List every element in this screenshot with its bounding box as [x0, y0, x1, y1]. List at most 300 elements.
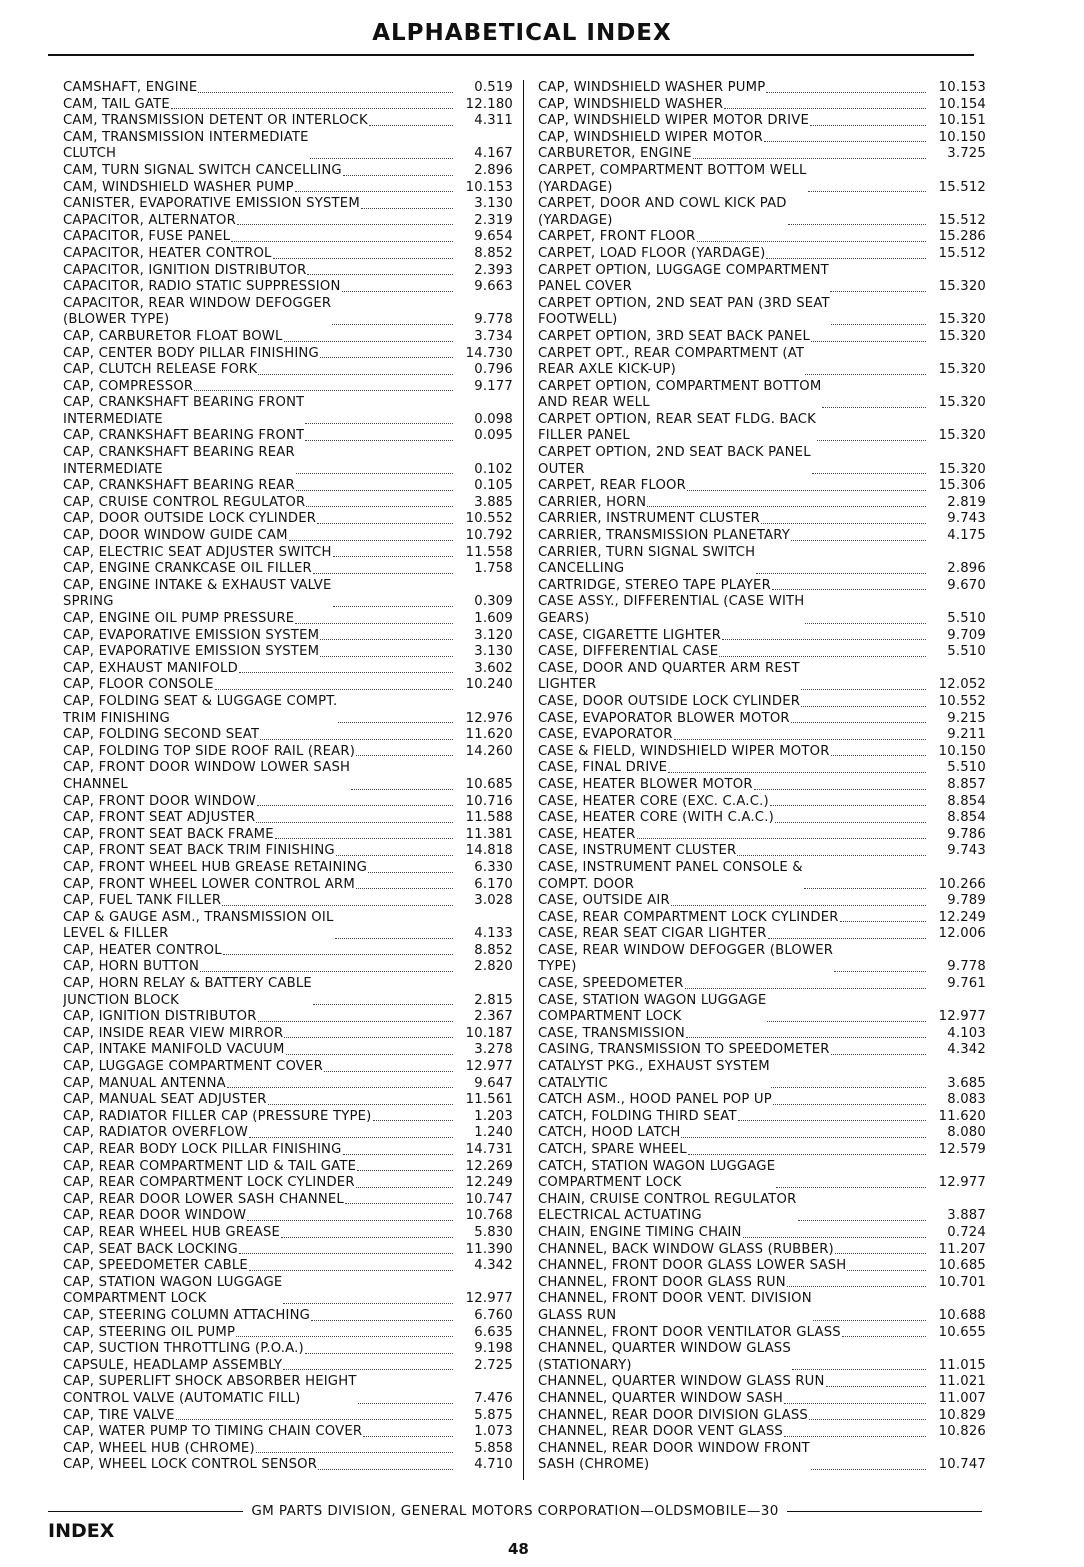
index-entry [63, 346, 513, 363]
index-entry [63, 910, 513, 943]
entry-reference-number: 15.306 [938, 478, 986, 494]
dot-leader [336, 855, 453, 856]
index-entry [63, 1009, 513, 1026]
index-entry [63, 80, 513, 97]
index-entry [538, 1159, 986, 1192]
column-divider [523, 80, 524, 1480]
entry-reference-number: 3.734 [474, 328, 513, 344]
index-entry [63, 1026, 513, 1043]
dot-leader [754, 789, 926, 790]
entry-reference-number: 11.620 [938, 1108, 986, 1124]
entry-reference-number: 11.015 [938, 1357, 986, 1373]
entry-reference-number: 3.120 [474, 627, 513, 643]
entry-text: CARPET, REAR FLOOR [538, 478, 686, 494]
dot-leader [788, 224, 926, 225]
dot-leader [227, 1087, 453, 1088]
dot-leader [830, 291, 926, 292]
entry-text: CAP, RADIATOR FILLER CAP (PRESSURE TYPE) [63, 1108, 372, 1124]
footer-publisher: GM PARTS DIVISION, GENERAL MOTORS CORPORATION—OLDSMOBILE—30 [251, 1503, 779, 1519]
index-entry [538, 379, 986, 412]
entry-text: CAP, EVAPORATIVE EMISSION SYSTEM [63, 627, 320, 643]
entry-text: CHANNEL, QUARTER WINDOW GLASS RUN [538, 1374, 825, 1390]
entry-text: CASE, REAR COMPARTMENT LOCK CYLINDER [538, 909, 839, 925]
index-entry [63, 196, 513, 213]
entry-text: CASE, FINAL DRIVE [538, 760, 668, 776]
index-entry [538, 910, 986, 927]
entry-reference-number: 10.266 [938, 876, 986, 892]
entry-reference-number: 15.320 [938, 279, 986, 295]
entry-reference-number: 4.133 [474, 926, 513, 942]
entry-text: CAP, REAR DOOR WINDOW [63, 1208, 247, 1224]
entry-reference-number: 3.130 [474, 644, 513, 660]
entry-text: CASE, HEATER [538, 826, 636, 842]
entry-text: CAP, WATER PUMP TO TIMING CHAIN COVER [63, 1424, 363, 1440]
entry-text: CARPET OPTION, 3RD SEAT BACK PANEL [538, 328, 811, 344]
entry-text: CAP, ENGINE CRANKCASE OIL FILLER [63, 561, 312, 577]
entry-reference-number: 3.130 [474, 196, 513, 212]
dot-leader [804, 888, 926, 889]
dot-leader [671, 905, 926, 906]
index-entry [538, 843, 986, 860]
entry-reference-number: 4.342 [474, 1258, 513, 1274]
dot-leader [722, 639, 926, 640]
entry-text: CAP, STEERING COLUMN ATTACHING [63, 1307, 311, 1323]
dot-leader [368, 872, 453, 873]
entry-reference-number: 8.852 [474, 942, 513, 958]
entry-text: CAP, RADIATOR OVERFLOW [63, 1125, 248, 1141]
entry-text: CHANNEL, QUARTER WINDOW GLASS (STATIONARY) [538, 1341, 791, 1373]
dot-leader [342, 291, 453, 292]
dot-leader [284, 1037, 453, 1038]
dot-leader [273, 258, 453, 259]
dot-leader [305, 1353, 453, 1354]
index-entry [63, 213, 513, 230]
index-entry [538, 296, 986, 329]
entry-text: CARBURETOR, ENGINE [538, 146, 692, 162]
entry-reference-number: 0.105 [474, 478, 513, 494]
dot-leader [306, 506, 453, 507]
entry-text: CAP, WINDSHIELD WIPER MOTOR [538, 129, 764, 145]
index-entry [538, 1225, 986, 1242]
dot-leader [176, 1419, 453, 1420]
entry-text: CAP, COMPRESSOR [63, 378, 194, 394]
entry-text: CAP, CRANKSHAFT BEARING REAR INTERMEDIATE [63, 445, 295, 477]
entry-text: CHANNEL, FRONT DOOR VENT. DIVISION GLASS RUN [538, 1291, 812, 1323]
entry-text: CARTRIDGE, STEREO TAPE PLAYER [538, 577, 771, 593]
index-entry [538, 1142, 986, 1159]
dot-leader [363, 1436, 453, 1437]
entry-text: CAP, REAR COMPARTMENT LID & TAIL GATE [63, 1158, 357, 1174]
entry-text: CASE, EVAPORATOR BLOWER MOTOR [538, 710, 790, 726]
entry-text: CAP, STATION WAGON LUGGAGE COMPARTMENT LOCK [63, 1274, 283, 1307]
entry-text: CAPSULE, HEADLAMP ASSEMBLY [63, 1357, 283, 1373]
entry-text: CATCH ASM., HOOD PANEL POP UP [538, 1092, 772, 1108]
dot-leader [356, 1187, 453, 1188]
entry-text: CASE, DIFFERENTIAL CASE [538, 644, 719, 660]
dot-leader [320, 639, 453, 640]
entry-reference-number: 0.095 [474, 428, 513, 444]
entry-reference-number: 15.512 [938, 179, 986, 195]
dot-leader [283, 1303, 453, 1304]
index-entry [538, 1059, 986, 1092]
entry-text: CASE, DOOR AND QUARTER ARM REST LIGHTER [538, 660, 800, 693]
index-entry [63, 1308, 513, 1325]
entry-text: CAP, WHEEL LOCK CONTROL SENSOR [63, 1457, 318, 1473]
entry-text: CHANNEL, FRONT DOOR GLASS LOWER SASH [538, 1258, 847, 1274]
entry-reference-number: 0.724 [947, 1224, 986, 1240]
entry-text: CAM, TURN SIGNAL SWITCH CANCELLING [63, 162, 342, 178]
entry-reference-number: 9.670 [947, 577, 986, 593]
dot-leader [260, 739, 453, 740]
index-entry [63, 661, 513, 678]
dot-leader [674, 739, 926, 740]
entry-reference-number: 9.778 [947, 959, 986, 975]
entry-reference-number: 11.390 [465, 1241, 513, 1257]
index-entry [63, 843, 513, 860]
index-entry [538, 694, 986, 711]
index-entry [538, 1042, 986, 1059]
index-entry [63, 428, 513, 445]
index-entry [63, 1242, 513, 1259]
entry-text: CASING, TRANSMISSION TO SPEEDOMETER [538, 1042, 830, 1058]
entry-text: CAP, SUPERLIFT SHOCK ABSORBER HEIGHT CONTROL VALVE (AUTOMATIC FILL) [63, 1374, 357, 1406]
index-entry [538, 711, 986, 728]
dot-leader [831, 755, 926, 756]
dot-leader [801, 706, 926, 707]
entry-reference-number: 9.786 [947, 826, 986, 842]
index-entry [63, 1175, 513, 1192]
index-entry [63, 130, 513, 163]
dot-leader [320, 656, 453, 657]
entry-reference-number: 9.778 [474, 312, 513, 328]
entry-reference-number: 9.177 [474, 378, 513, 394]
index-entry [538, 511, 986, 528]
dot-leader [738, 1120, 926, 1121]
dot-leader [256, 1452, 453, 1453]
dot-leader [194, 390, 453, 391]
dot-leader [761, 523, 926, 524]
entry-reference-number: 8.852 [474, 245, 513, 261]
entry-reference-number: 12.977 [938, 1175, 986, 1191]
index-entry [63, 976, 513, 1009]
entry-text: CAP, HORN BUTTON [63, 959, 200, 975]
entry-reference-number: 12.977 [465, 1291, 513, 1307]
entry-reference-number: 8.854 [947, 810, 986, 826]
index-entry [63, 1325, 513, 1342]
dot-leader [237, 224, 453, 225]
index-entry [63, 827, 513, 844]
dot-leader [766, 92, 926, 93]
index-entry [63, 229, 513, 246]
index-entry [538, 1109, 986, 1126]
dot-leader [775, 822, 926, 823]
index-entry [538, 329, 986, 346]
entry-text: CARPET OPT., REAR COMPARTMENT (AT REAR AXLE KICK-UP) [538, 345, 805, 378]
entry-reference-number: 9.663 [474, 279, 513, 295]
dot-leader [296, 473, 453, 474]
entry-reference-number: 5.510 [947, 760, 986, 776]
index-entry [63, 943, 513, 960]
entry-text: CAP, CRUISE CONTROL REGULATOR [63, 494, 306, 510]
entry-text: CHANNEL, FRONT DOOR GLASS RUN [538, 1274, 786, 1290]
index-entry [538, 1325, 986, 1342]
entry-reference-number: 3.602 [474, 660, 513, 676]
entry-text: CASE & FIELD, WINDSHIELD WIPER MOTOR [538, 743, 830, 759]
dot-leader [787, 1286, 926, 1287]
index-entry [63, 611, 513, 628]
entry-reference-number: 4.342 [947, 1042, 986, 1058]
dot-leader [784, 1403, 926, 1404]
index-entry [538, 263, 986, 296]
entry-text: CAP, DOOR OUTSIDE LOCK CYLINDER [63, 511, 317, 527]
entry-reference-number: 3.885 [474, 494, 513, 510]
index-entry [538, 229, 986, 246]
index-entry [538, 827, 986, 844]
dot-leader [268, 1104, 453, 1105]
entry-reference-number: 2.896 [947, 561, 986, 577]
entry-reference-number: 10.768 [465, 1208, 513, 1224]
entry-reference-number: 10.792 [465, 528, 513, 544]
index-entry [63, 1208, 513, 1225]
entry-reference-number: 10.187 [465, 1025, 513, 1041]
index-entry [63, 545, 513, 562]
dot-leader [719, 656, 926, 657]
entry-text: CHAIN, ENGINE TIMING CHAIN [538, 1224, 742, 1240]
index-entry [538, 1275, 986, 1292]
entry-reference-number: 0.309 [474, 594, 513, 610]
entry-text: CAP, REAR WHEEL HUB GREASE [63, 1224, 281, 1240]
index-entry [63, 1341, 513, 1358]
dot-leader [831, 1054, 926, 1055]
entry-reference-number: 4.167 [474, 146, 513, 162]
entry-text: CAP, CRANKSHAFT BEARING FRONT [63, 428, 305, 444]
dot-leader [687, 490, 926, 491]
dot-leader [773, 1104, 926, 1105]
entry-reference-number: 12.579 [938, 1142, 986, 1157]
dot-leader [313, 573, 453, 574]
index-entry [63, 794, 513, 811]
entry-text: CAP, CRANKSHAFT BEARING REAR [63, 478, 295, 494]
index-entry [538, 943, 986, 976]
entry-text: CAP, EVAPORATIVE EMISSION SYSTEM [63, 644, 320, 660]
dot-leader [256, 822, 453, 823]
entry-text: CAP, INTAKE MANIFOLD VACUUM [63, 1042, 285, 1058]
index-entry [538, 926, 986, 943]
dot-leader [236, 1336, 453, 1337]
index-entry [63, 1441, 513, 1458]
entry-reference-number: 3.685 [947, 1075, 986, 1091]
entry-text: CAP, FRONT SEAT BACK TRIM FINISHING [63, 843, 335, 859]
index-entry [63, 296, 513, 329]
dot-leader [283, 1369, 453, 1370]
dot-leader [343, 1154, 453, 1155]
index-entry [63, 959, 513, 976]
index-entry [538, 1192, 986, 1225]
entry-reference-number: 11.620 [465, 727, 513, 743]
index-entry [538, 810, 986, 827]
entry-reference-number: 10.685 [938, 1258, 986, 1274]
index-entry [63, 1358, 513, 1375]
dot-leader [743, 1237, 926, 1238]
header-rule [48, 54, 974, 56]
entry-text: CASE, CIGARETTE LIGHTER [538, 627, 722, 643]
entry-reference-number: 2.393 [474, 262, 513, 278]
entry-reference-number: 1.073 [474, 1424, 513, 1440]
index-entry [538, 976, 986, 993]
entry-text: CAP, ELECTRIC SEAT ADJUSTER SWITCH [63, 544, 332, 560]
entry-text: CASE, HEATER CORE (WITH C.A.C.) [538, 810, 774, 826]
index-column-left [63, 80, 513, 1474]
index-entry [538, 893, 986, 910]
entry-reference-number: 14.731 [465, 1142, 513, 1157]
entry-text: CHANNEL, BACK WINDOW GLASS (RUBBER) [538, 1241, 834, 1257]
entry-text: CASE, INSTRUMENT PANEL CONSOLE & COMPT. DOOR [538, 859, 803, 892]
index-entry [63, 478, 513, 495]
entry-reference-number: 2.367 [474, 1009, 513, 1025]
entry-text: CAP, CENTER BODY PILLAR FINISHING [63, 345, 319, 361]
entry-text: CAP, DOOR WINDOW GUIDE CAM [63, 528, 288, 544]
entry-reference-number: 0.796 [474, 362, 513, 378]
footer-rule-right [787, 1511, 982, 1512]
index-entry [538, 196, 986, 229]
entry-reference-number: 8.083 [947, 1092, 986, 1108]
dot-leader [333, 606, 453, 607]
entry-text: CAP, TIRE VALVE [63, 1407, 175, 1423]
entry-reference-number: 0.098 [474, 411, 513, 427]
entry-text: CAPACITOR, ALTERNATOR [63, 212, 236, 228]
index-entry [538, 1441, 986, 1474]
entry-reference-number: 11.588 [465, 810, 513, 826]
entry-text: CAMSHAFT, ENGINE [63, 80, 198, 95]
entry-text: CAP, REAR DOOR LOWER SASH CHANNEL [63, 1191, 344, 1207]
dot-leader [295, 623, 453, 624]
index-entry [63, 113, 513, 130]
dot-leader [200, 971, 453, 972]
entry-text: CARPET, COMPARTMENT BOTTOM WELL (YARDAGE) [538, 162, 807, 195]
entry-text: CASE, HEATER BLOWER MOTOR [538, 776, 753, 792]
entry-reference-number: 10.701 [938, 1274, 986, 1290]
index-entry [538, 545, 986, 578]
dot-leader [772, 589, 926, 590]
entry-text: CAP, HORN RELAY & BATTERY CABLE JUNCTION BLOCK [63, 976, 312, 1008]
entry-text: CAPACITOR, RADIO STATIC SUPPRESSION [63, 279, 341, 295]
entry-text: CHAIN, CRUISE CONTROL REGULATOR ELECTRICAL ACTUATING [538, 1191, 797, 1224]
dot-leader [686, 1037, 926, 1038]
dot-leader [281, 1237, 453, 1238]
entry-text: CAP, HEATER CONTROL [63, 942, 222, 958]
entry-reference-number: 5.830 [474, 1224, 513, 1240]
index-entry [538, 1242, 986, 1259]
entry-reference-number: 10.688 [938, 1307, 986, 1323]
entry-reference-number: 9.198 [474, 1341, 513, 1357]
dot-leader [239, 1253, 453, 1254]
footer-line [48, 1503, 982, 1519]
entry-text: CHANNEL, REAR DOOR VENT GLASS [538, 1424, 783, 1440]
dot-leader [805, 623, 926, 624]
dot-leader [835, 1253, 926, 1254]
entry-reference-number: 15.320 [938, 362, 986, 378]
dot-leader [792, 1369, 926, 1370]
index-entry [63, 893, 513, 910]
entry-text: CATCH, STATION WAGON LUGGAGE COMPARTMENT LOCK [538, 1158, 776, 1191]
entry-text: CAP, FRONT DOOR WINDOW [63, 793, 256, 809]
entry-reference-number: 10.747 [938, 1457, 986, 1473]
entry-reference-number: 7.476 [474, 1390, 513, 1406]
entry-reference-number: 15.320 [938, 312, 986, 328]
entry-reference-number: 12.269 [465, 1158, 513, 1174]
entry-reference-number: 0.102 [474, 461, 513, 477]
entry-reference-number: 8.857 [947, 776, 986, 792]
dot-leader [361, 208, 453, 209]
entry-text: CATALYST PKG., EXHAUST SYSTEM CATALYTIC [538, 1059, 770, 1091]
dot-leader [310, 158, 453, 159]
entry-reference-number: 10.151 [938, 113, 986, 129]
dot-leader [784, 1436, 926, 1437]
dot-leader [817, 440, 926, 441]
dot-leader [320, 357, 453, 358]
entry-reference-number: 10.716 [465, 793, 513, 809]
index-entry [63, 628, 513, 645]
dot-leader [358, 1403, 453, 1404]
entry-reference-number: 10.240 [465, 677, 513, 693]
dot-leader [313, 1004, 453, 1005]
index-entry [538, 1408, 986, 1425]
dot-leader [766, 258, 926, 259]
dot-leader [808, 191, 926, 192]
dot-leader [311, 1320, 453, 1321]
entry-reference-number: 10.153 [465, 179, 513, 195]
entry-text: CAP, SUCTION THROTTLING (P.O.A.) [63, 1341, 304, 1357]
index-entry [63, 1125, 513, 1142]
dot-leader [693, 158, 926, 159]
index-entry [538, 528, 986, 545]
entry-reference-number: 10.153 [938, 80, 986, 95]
dot-leader [768, 938, 926, 939]
entry-reference-number: 12.249 [938, 909, 986, 925]
entry-text: CATCH, HOOD LATCH [538, 1125, 681, 1141]
entry-text: CARPET, LOAD FLOOR (YARDAGE) [538, 245, 766, 261]
entry-text: CARPET OPTION, COMPARTMENT BOTTOM AND REAR WELL [538, 378, 822, 411]
entry-text: CARRIER, TURN SIGNAL SWITCH CANCELLING [538, 544, 756, 577]
entry-text: CARRIER, HORN [538, 494, 647, 510]
index-entry [538, 1125, 986, 1142]
entry-reference-number: 1.203 [474, 1108, 513, 1124]
entry-reference-number: 1.609 [474, 611, 513, 626]
dot-leader [239, 672, 453, 673]
entry-text: CAP, FUEL TANK FILLER [63, 893, 222, 909]
entry-reference-number: 3.028 [474, 893, 513, 909]
index-entry [63, 1424, 513, 1441]
dot-leader [681, 1137, 926, 1138]
index-entry [63, 578, 513, 611]
entry-reference-number: 4.103 [947, 1025, 986, 1041]
entry-text: CAP, ENGINE INTAKE & EXHAUST VALVE SPRING [63, 577, 332, 610]
dot-leader [296, 490, 453, 491]
index-entry [538, 628, 986, 645]
dot-leader [801, 689, 926, 690]
index-entry [63, 180, 513, 197]
index-entry [63, 1225, 513, 1242]
entry-reference-number: 14.260 [465, 743, 513, 759]
entry-reference-number: 11.561 [465, 1092, 513, 1108]
page-title: ALPHABETICAL INDEX [372, 20, 672, 46]
entry-text: CAPACITOR, FUSE PANEL [63, 229, 231, 245]
entry-text: CAP, STEERING OIL PUMP [63, 1324, 236, 1340]
entry-reference-number: 9.647 [474, 1075, 513, 1091]
entry-text: CAP, FOLDING SECOND SEAT [63, 727, 260, 743]
index-entry [63, 1192, 513, 1209]
dot-leader [756, 573, 926, 574]
